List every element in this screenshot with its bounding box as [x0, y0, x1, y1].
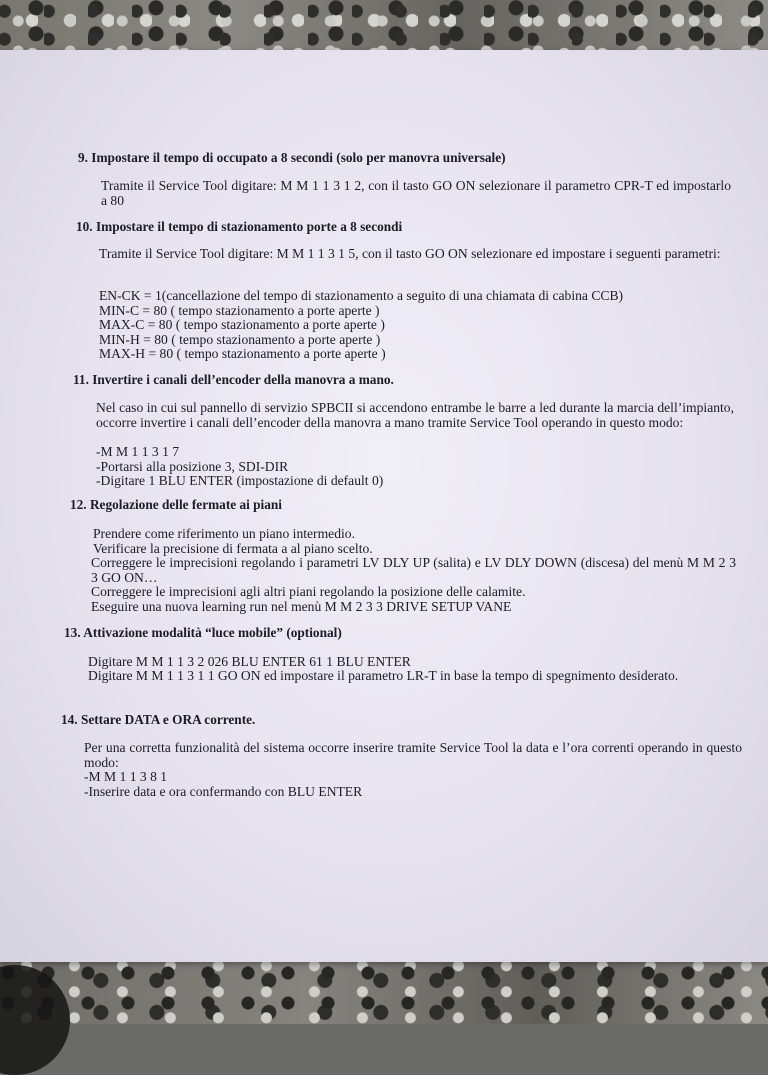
instruction-list [91, 585, 525, 614]
instruction-list [84, 770, 362, 799]
section-heading: 10. Impostare il tempo di stazionamento porte a 8 secondi [76, 219, 403, 234]
parameter-line: MIN-C = 80 ( tempo stazionamento a porte aperte ) [99, 302, 380, 318]
instruction-list [96, 445, 383, 489]
section-paragraph: Nel caso in cui sul pannello di servizio SPBCII si accendono entrambe le barre a led durante la marcia dell’impianto, occorre invertire i canali dell’encoder della manovra a mano tramite Service Tool operando in questo modo: [96, 400, 734, 430]
document-page [0, 50, 768, 962]
section-heading: 11. Invertire i canali dell’encoder della manovra a mano. [73, 372, 394, 387]
section-heading: 13. Attivazione modalità “luce mobile” (optional) [64, 625, 342, 640]
section-heading: 9. Impostare il tempo di occupato a 8 secondi (solo per manovra universale) [78, 150, 506, 165]
section-paragraph: Correggere le imprecisioni regolando i parametri LV DLY UP (salita) e LV DLY DOWN (discesa) del menù M M 2 3 3 GO ON… [91, 555, 736, 585]
section-heading: 12. Regolazione delle fermate ai piani [70, 497, 282, 512]
instruction-line: Correggere le imprecisioni agli altri piani regolando la posizione delle calamite. [91, 584, 526, 599]
background-surface-bottom [0, 958, 768, 1024]
instruction-line: -M M 1 1 3 8 1 [84, 769, 168, 784]
instruction-line: -Portarsi alla posizione 3, SDI-DIR [96, 458, 289, 474]
section-paragraph: Tramite il Service Tool digitare: M M 1 1 3 1 5, con il tasto GO ON selezionare ed impostare i seguenti parametri: [99, 246, 721, 261]
instruction-line: Digitare M M 1 1 3 2 026 BLU ENTER 61 1 BLU ENTER [88, 654, 411, 669]
section-paragraph: Digitare M M 1 1 3 1 1 GO ON ed impostare il parametro LR-T in base la tempo di spegnimento desiderato. [88, 668, 679, 683]
section-paragraph: Tramite il Service Tool digitare: M M 1 1 3 1 2, con il tasto GO ON selezionare il parametro CPR-T ed impostarlo a 80 [101, 178, 731, 208]
instruction-line: Prendere come riferimento un piano intermedio. [93, 526, 355, 541]
instruction-list [93, 527, 373, 556]
section-heading: 14. Settare DATA e ORA corrente. [61, 712, 256, 727]
parameter-line: MAX-H = 80 ( tempo stazionamento a porte aperte ) [99, 346, 386, 362]
parameter-line: EN-CK = 1(cancellazione del tempo di stazionamento a seguito di una chiamata di cabina CCB) [99, 288, 624, 303]
instruction-line: -Digitare 1 BLU ENTER (impostazione di default 0) [96, 473, 384, 489]
parameter-list [99, 289, 623, 362]
section-paragraph: Per una corretta funzionalità del sistema occorre inserire tramite Service Tool la data e l’ora correnti operando in questo modo: [84, 740, 742, 770]
instruction-line: Eseguire una nuova learning run nel menù M M 2 3 3 DRIVE SETUP VANE [91, 598, 512, 614]
background-surface-top [0, 0, 768, 56]
parameter-line: MAX-C = 80 ( tempo stazionamento a porte aperte ) [99, 317, 385, 333]
instruction-line: -Inserire data e ora confermando con BLU ENTER [84, 783, 363, 799]
parameter-line: MIN-H = 80 ( tempo stazionamento a porte aperte ) [99, 331, 381, 347]
document-content [0, 50, 768, 962]
instruction-line: Verificare la precisione di fermata a al piano scelto. [93, 540, 373, 556]
instruction-line: -M M 1 1 3 1 7 [96, 444, 180, 459]
